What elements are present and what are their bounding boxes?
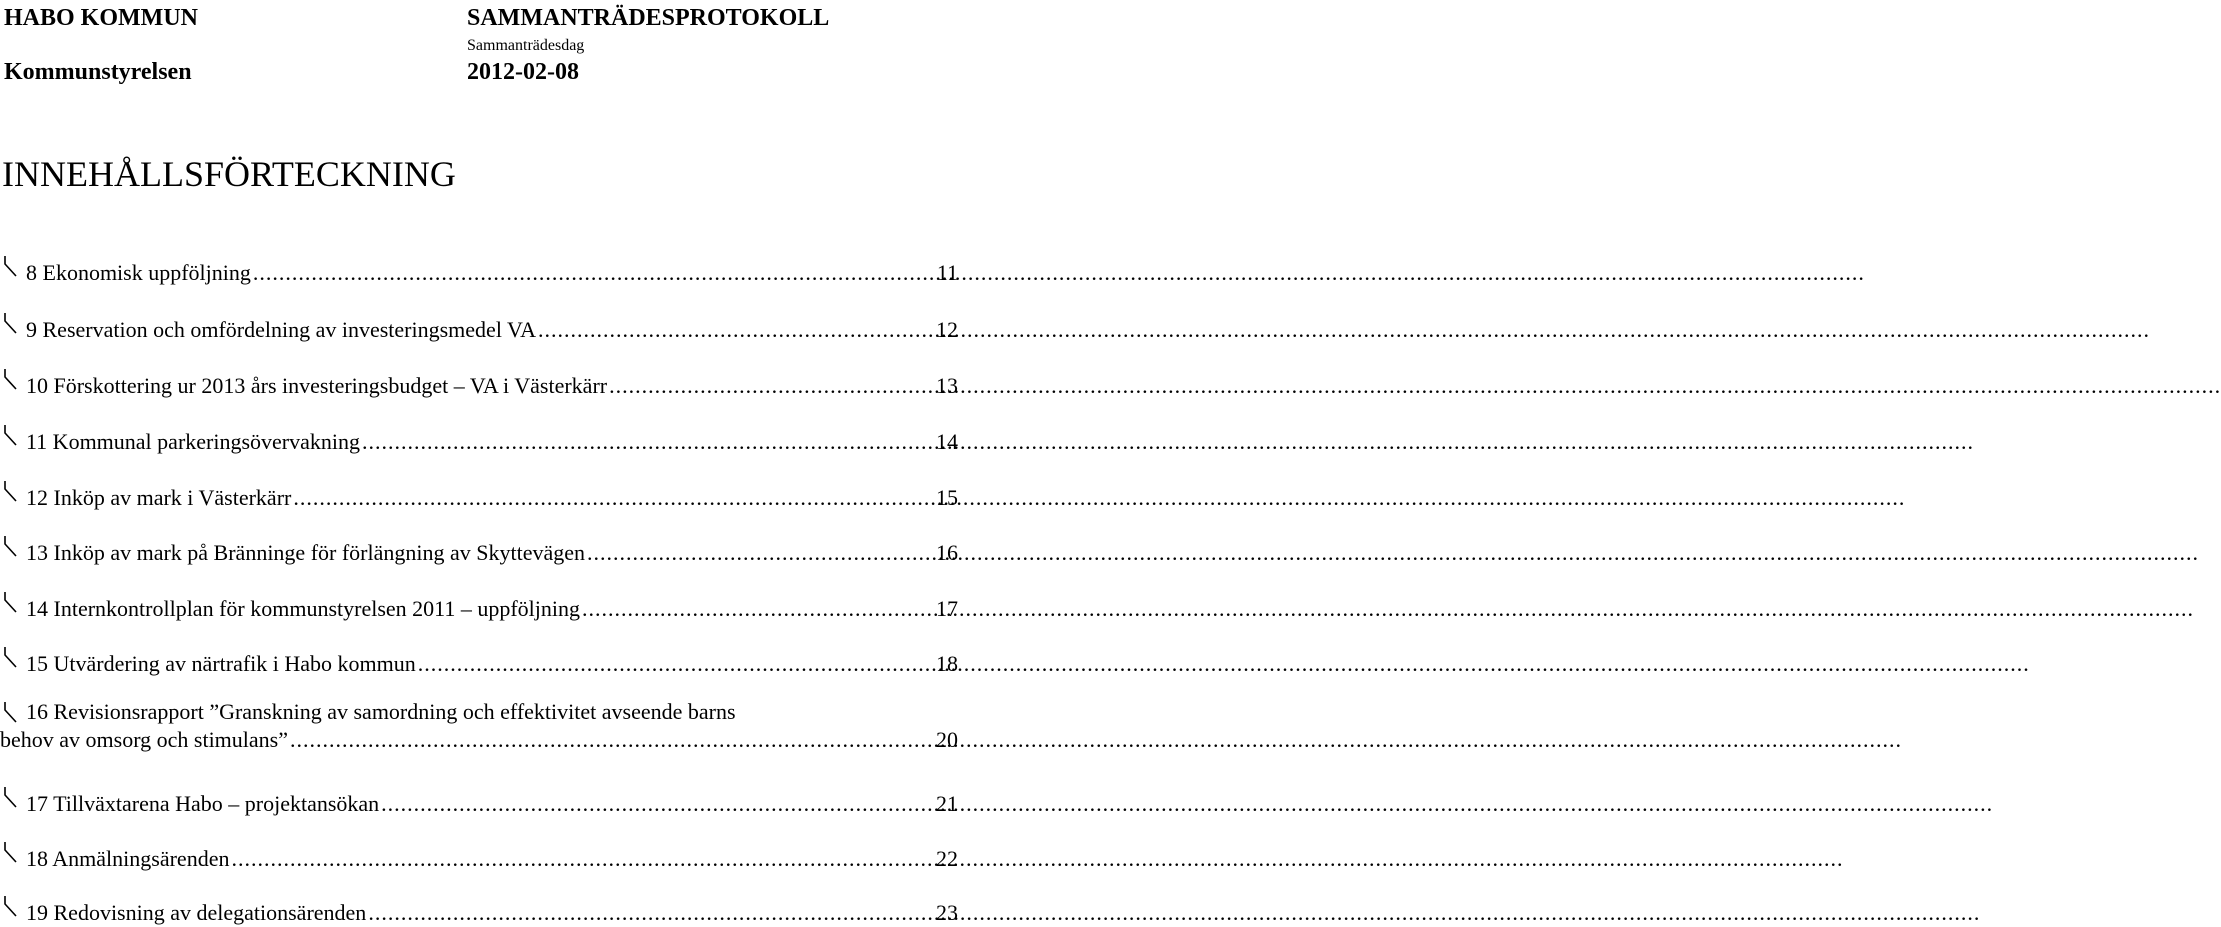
document-type: SAMMANTRÄDESPROTOKOLL bbox=[467, 5, 830, 31]
link-marker-icon bbox=[0, 783, 22, 811]
dot-leader bbox=[587, 539, 934, 567]
toc-entry-title: 19 Redovisning av delegationsärenden bbox=[26, 900, 367, 925]
table-of-contents bbox=[0, 0, 960, 925]
toc-entry-title: 13 Inköp av mark på Bränninge för förlängning av Skyttevägen bbox=[26, 540, 586, 565]
toc-entry-page: 11 bbox=[936, 260, 958, 285]
toc-entry-title: 8 Ekonomisk uppföljning bbox=[26, 260, 251, 285]
link-marker-icon bbox=[0, 421, 22, 449]
toc-entry[interactable] bbox=[0, 477, 958, 510]
board-name: Kommunstyrelsen bbox=[4, 59, 192, 85]
dot-leader bbox=[418, 650, 934, 678]
toc-entry[interactable] bbox=[0, 838, 958, 871]
toc-entry-title: 9 Reservation och omfördelning av investeringsmedel VA bbox=[26, 317, 536, 342]
link-marker-icon bbox=[0, 309, 22, 337]
toc-entry[interactable] bbox=[0, 783, 958, 816]
toc-entry-page: 15 bbox=[936, 485, 958, 510]
toc-entry-title-line-2: behov av omsorg och stimulans” bbox=[0, 727, 288, 752]
toc-entry-page: 20 bbox=[936, 727, 958, 752]
dot-leader bbox=[231, 845, 934, 873]
link-marker-icon bbox=[0, 892, 22, 920]
toc-entry-title: 11 Kommunal parkeringsövervakning bbox=[26, 429, 360, 454]
toc-entry-page: 16 bbox=[936, 540, 958, 565]
toc-entry[interactable] bbox=[0, 643, 958, 676]
toc-entry[interactable] bbox=[0, 421, 958, 454]
toc-entry[interactable] bbox=[0, 892, 958, 925]
dot-leader bbox=[362, 428, 934, 456]
dot-leader bbox=[538, 316, 934, 344]
dot-leader bbox=[253, 259, 935, 287]
dot-leader bbox=[609, 372, 934, 400]
toc-entry-title: 12 Inköp av mark i Västerkärr bbox=[26, 485, 292, 510]
link-marker-icon bbox=[0, 477, 22, 505]
link-marker-icon bbox=[0, 643, 22, 671]
page-title: INNEHÅLLSFÖRTECKNING bbox=[2, 154, 456, 194]
link-marker-icon bbox=[0, 365, 22, 393]
toc-entry[interactable] bbox=[0, 532, 958, 565]
link-marker-icon bbox=[0, 252, 22, 280]
toc-entry-title: 14 Internkontrollplan för kommunstyrelsen 2011 – uppföljning bbox=[26, 596, 580, 621]
link-marker-icon bbox=[0, 698, 22, 726]
toc-entry-page: 14 bbox=[936, 429, 958, 454]
toc-entry[interactable] bbox=[0, 588, 958, 621]
toc-entry-title: 15 Utvärdering av närtrafik i Habo kommun bbox=[26, 651, 416, 676]
toc-entry-page: 12 bbox=[936, 317, 958, 342]
toc-entry-title: 17 Tillväxtarena Habo – projektansökan bbox=[26, 791, 380, 816]
toc-entry-title: 10 Förskottering ur 2013 års investeringsbudget – VA i Västerkärr bbox=[26, 373, 608, 398]
dot-leader bbox=[290, 726, 934, 754]
dot-leader bbox=[293, 484, 934, 512]
toc-entry-title: 18 Anmälningsärenden bbox=[26, 846, 230, 871]
toc-entry-page: 13 bbox=[936, 373, 958, 398]
toc-entry-page: 17 bbox=[936, 596, 958, 621]
dot-leader bbox=[368, 899, 934, 927]
link-marker-icon bbox=[0, 838, 22, 866]
organization-name: HABO KOMMUN bbox=[4, 5, 198, 31]
meeting-date-label: Sammanträdesdag bbox=[467, 37, 585, 54]
toc-entry-page: 21 bbox=[936, 791, 958, 816]
toc-entry[interactable] bbox=[0, 365, 958, 398]
toc-entry[interactable] bbox=[0, 698, 958, 754]
link-marker-icon bbox=[0, 588, 22, 616]
toc-entry[interactable] bbox=[0, 309, 958, 342]
meeting-date: 2012-02-08 bbox=[467, 59, 579, 85]
toc-entry-title-line-1: 16 Revisionsrapport ”Granskning av samordning och effektivitet avseende barns bbox=[26, 699, 736, 724]
dot-leader bbox=[381, 790, 934, 818]
toc-entry[interactable] bbox=[0, 252, 958, 285]
toc-entry-page: 18 bbox=[936, 651, 958, 676]
dot-leader bbox=[582, 595, 934, 623]
toc-entry-page: 23 bbox=[936, 900, 958, 925]
link-marker-icon bbox=[0, 532, 22, 560]
toc-entry-page: 22 bbox=[936, 846, 958, 871]
